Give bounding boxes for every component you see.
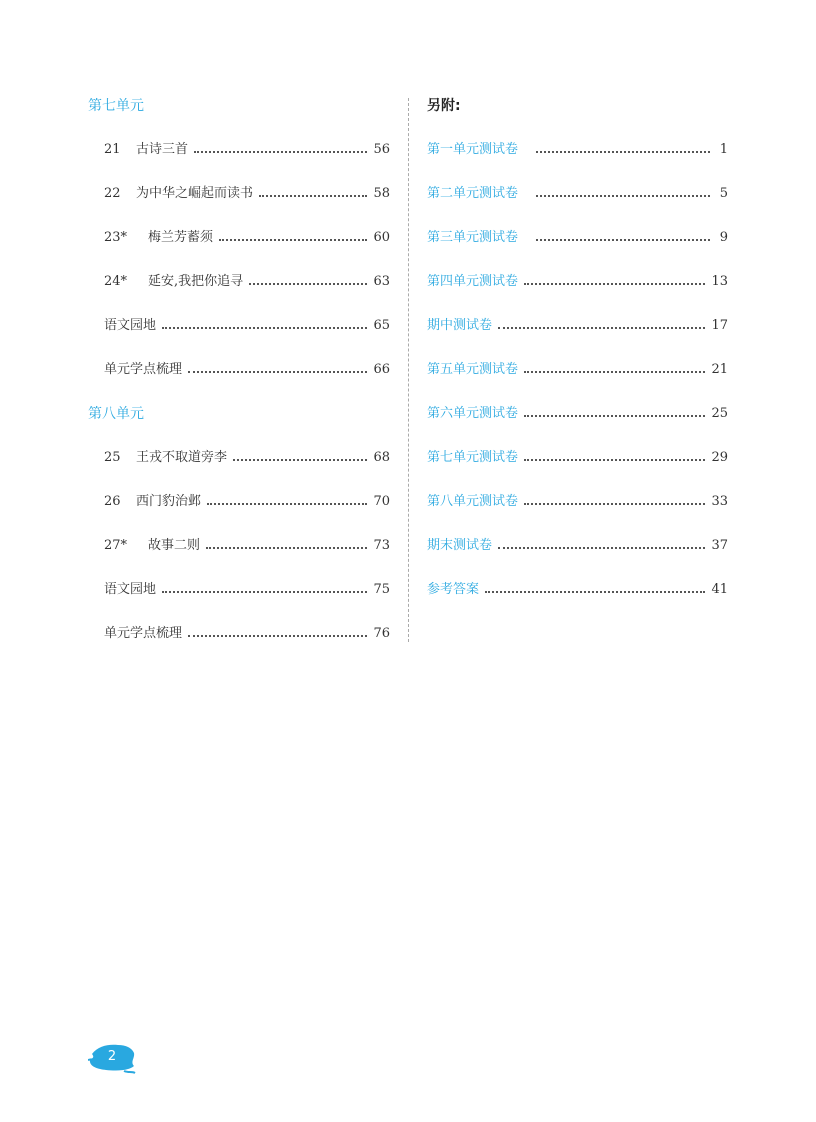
toc-right-column — [427, 95, 728, 623]
lesson-title: 王戎不取道旁李 — [136, 450, 228, 465]
page-number: 75 — [373, 582, 390, 597]
test-title: 第五单元测试卷 — [427, 362, 519, 377]
lesson-number: 21 — [104, 142, 121, 157]
leader-dots — [259, 195, 367, 197]
lesson-title: 为中华之崛起而读书 — [136, 186, 254, 201]
leader-dots — [188, 635, 367, 637]
toc-entry[interactable] — [427, 579, 728, 601]
page-number: 56 — [373, 142, 390, 157]
page-number-badge — [88, 1040, 136, 1074]
test-title: 参考答案 — [427, 582, 480, 597]
leader-dots — [498, 547, 705, 549]
page-number: 66 — [373, 362, 390, 377]
leader-dots — [162, 327, 367, 329]
page-number: 63 — [373, 274, 390, 289]
toc-left-column — [88, 95, 390, 667]
page-number: 37 — [711, 538, 728, 553]
toc-entry[interactable] — [88, 623, 390, 645]
lesson-title: 延安,我把你追寻 — [148, 274, 244, 289]
toc-entry[interactable] — [427, 447, 728, 469]
toc-entry[interactable] — [88, 359, 390, 381]
leader-dots — [524, 415, 705, 417]
leader-dots — [524, 503, 705, 505]
toc-entry[interactable] — [427, 227, 728, 249]
page-number: 5 — [719, 186, 728, 201]
page-number: 68 — [373, 450, 390, 465]
lesson-title: 古诗三首 — [136, 142, 189, 157]
leader-dots — [498, 327, 705, 329]
toc-entry[interactable] — [88, 491, 390, 513]
lesson-number: 25 — [104, 450, 121, 465]
toc-entry[interactable] — [88, 535, 390, 557]
lesson-number: 24* — [104, 274, 128, 289]
page-number: 13 — [711, 274, 728, 289]
test-title: 第六单元测试卷 — [427, 406, 519, 421]
page-number: 33 — [711, 494, 728, 509]
toc-entry[interactable] — [88, 447, 390, 469]
page-number: 76 — [373, 626, 390, 641]
lesson-title: 语文园地 — [104, 582, 157, 597]
toc-entry[interactable] — [88, 227, 390, 249]
page-number: 60 — [373, 230, 390, 245]
page-number: 21 — [711, 362, 728, 377]
test-title: 第七单元测试卷 — [427, 450, 519, 465]
page-number: 9 — [719, 230, 728, 245]
lesson-number: 23* — [104, 230, 128, 245]
toc-entry[interactable] — [88, 183, 390, 205]
test-title: 第三单元测试卷 — [427, 230, 519, 245]
toc-entry[interactable] — [427, 535, 728, 557]
page-number: 58 — [373, 186, 390, 201]
leader-dots — [524, 283, 705, 285]
page-number: 29 — [711, 450, 728, 465]
lesson-title: 故事二则 — [148, 538, 201, 553]
leader-dots — [207, 503, 367, 505]
leader-dots — [485, 591, 705, 593]
lesson-number: 22 — [104, 186, 121, 201]
page-number: 70 — [373, 494, 390, 509]
leader-dots — [194, 151, 367, 153]
leader-dots — [524, 459, 705, 461]
lesson-number: 27* — [104, 538, 128, 553]
page-number: 41 — [711, 582, 728, 597]
unit-8-title: 第八单元 — [88, 406, 144, 422]
lesson-title: 单元学点梳理 — [104, 362, 183, 377]
leader-dots — [188, 371, 367, 373]
leader-dots — [206, 547, 367, 549]
test-title: 第八单元测试卷 — [427, 494, 519, 509]
toc-entry[interactable] — [427, 271, 728, 293]
page-number: 1 — [719, 142, 728, 157]
leader-dots — [536, 195, 710, 197]
leader-dots — [536, 239, 710, 241]
page-number: 25 — [711, 406, 728, 421]
lesson-title: 单元学点梳理 — [104, 626, 183, 641]
lesson-title: 语文园地 — [104, 318, 157, 333]
leader-dots — [219, 239, 367, 241]
test-title: 第四单元测试卷 — [427, 274, 519, 289]
toc-entry[interactable] — [88, 315, 390, 337]
test-title: 期中测试卷 — [427, 318, 493, 333]
leader-dots — [162, 591, 367, 593]
test-title: 第一单元测试卷 — [427, 142, 519, 157]
toc-entry[interactable] — [427, 359, 728, 381]
leader-dots — [524, 371, 705, 373]
toc-entry[interactable] — [88, 271, 390, 293]
toc-entry[interactable] — [88, 579, 390, 601]
column-divider — [408, 98, 409, 642]
leader-dots — [536, 151, 710, 153]
page-number-text: 2 — [107, 1049, 117, 1064]
page-number: 73 — [373, 538, 390, 553]
unit-7-title: 第七单元 — [88, 98, 144, 114]
appendix-title: 另附: — [427, 98, 461, 114]
toc-entry[interactable] — [427, 491, 728, 513]
lesson-title: 梅兰芳蓄须 — [148, 230, 214, 245]
toc-entry[interactable] — [427, 403, 728, 425]
toc-entry[interactable] — [427, 183, 728, 205]
toc-entry[interactable] — [88, 139, 390, 161]
lesson-number: 26 — [104, 494, 121, 509]
page-number: 65 — [373, 318, 390, 333]
toc-entry[interactable] — [427, 315, 728, 337]
leader-dots — [233, 459, 367, 461]
leader-dots — [249, 283, 367, 285]
page-number: 17 — [711, 318, 728, 333]
toc-entry[interactable] — [427, 139, 728, 161]
test-title: 第二单元测试卷 — [427, 186, 519, 201]
lesson-title: 西门豹治邺 — [136, 494, 202, 509]
test-title: 期末测试卷 — [427, 538, 493, 553]
